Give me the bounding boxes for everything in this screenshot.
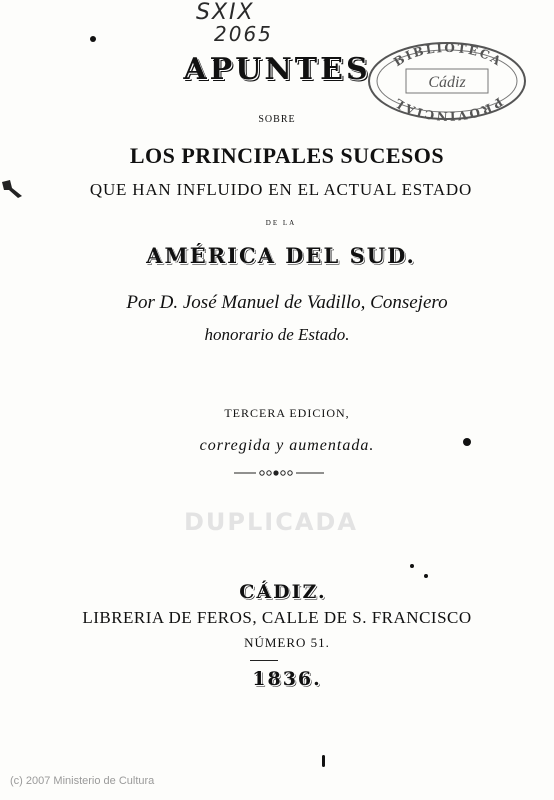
subtitle-line-2: QUE HAN INFLUIDO EN EL ACTUAL ESTADO	[89, 180, 473, 199]
margin-arrow-icon	[0, 178, 24, 200]
duplicate-stamp: DUPLICADA	[184, 508, 358, 536]
publisher-line: LIBRERIA DE FEROS, CALLE DE S. FRANCISCO	[82, 608, 472, 627]
ornament-divider	[234, 468, 324, 478]
edition-note: corregida y aumentada.	[199, 437, 375, 454]
sobre-label: SOBRE	[258, 114, 296, 125]
stamp-bottom-text: PROVINCIAL	[390, 94, 506, 122]
handwritten-call-number: SXIX	[196, 0, 255, 25]
ink-speck	[90, 36, 96, 42]
stamp-center-text: Cádiz	[428, 74, 466, 91]
street-number: NÚMERO 51.	[244, 635, 330, 650]
ink-speck	[463, 438, 471, 446]
edition-label: TERCERA EDICION,	[224, 406, 350, 420]
city-heading: CÁDIZ.	[239, 581, 327, 603]
handwritten-call-number-2: 2065	[214, 22, 273, 46]
de-la-label: DE LA	[265, 219, 297, 227]
author-line-2: honorario de Estado.	[204, 325, 350, 344]
subtitle-line-1: LOS PRINCIPALES SUCESOS	[129, 143, 445, 168]
publication-year: 1836.	[252, 668, 322, 690]
ink-speck	[424, 574, 428, 578]
book-title: APUNTES	[183, 52, 371, 87]
divider-rule	[250, 660, 278, 661]
author-line-1: Por D. José Manuel de Vadillo, Consejero	[126, 292, 448, 313]
copyright-notice: (c) 2007 Ministerio de Cultura	[10, 775, 155, 787]
ink-speck	[322, 755, 325, 767]
ink-speck	[410, 564, 414, 568]
stamp-top-text: BIBLIOTECA	[391, 40, 505, 70]
america-heading: AMÉRICA DEL SUD.	[146, 243, 416, 268]
